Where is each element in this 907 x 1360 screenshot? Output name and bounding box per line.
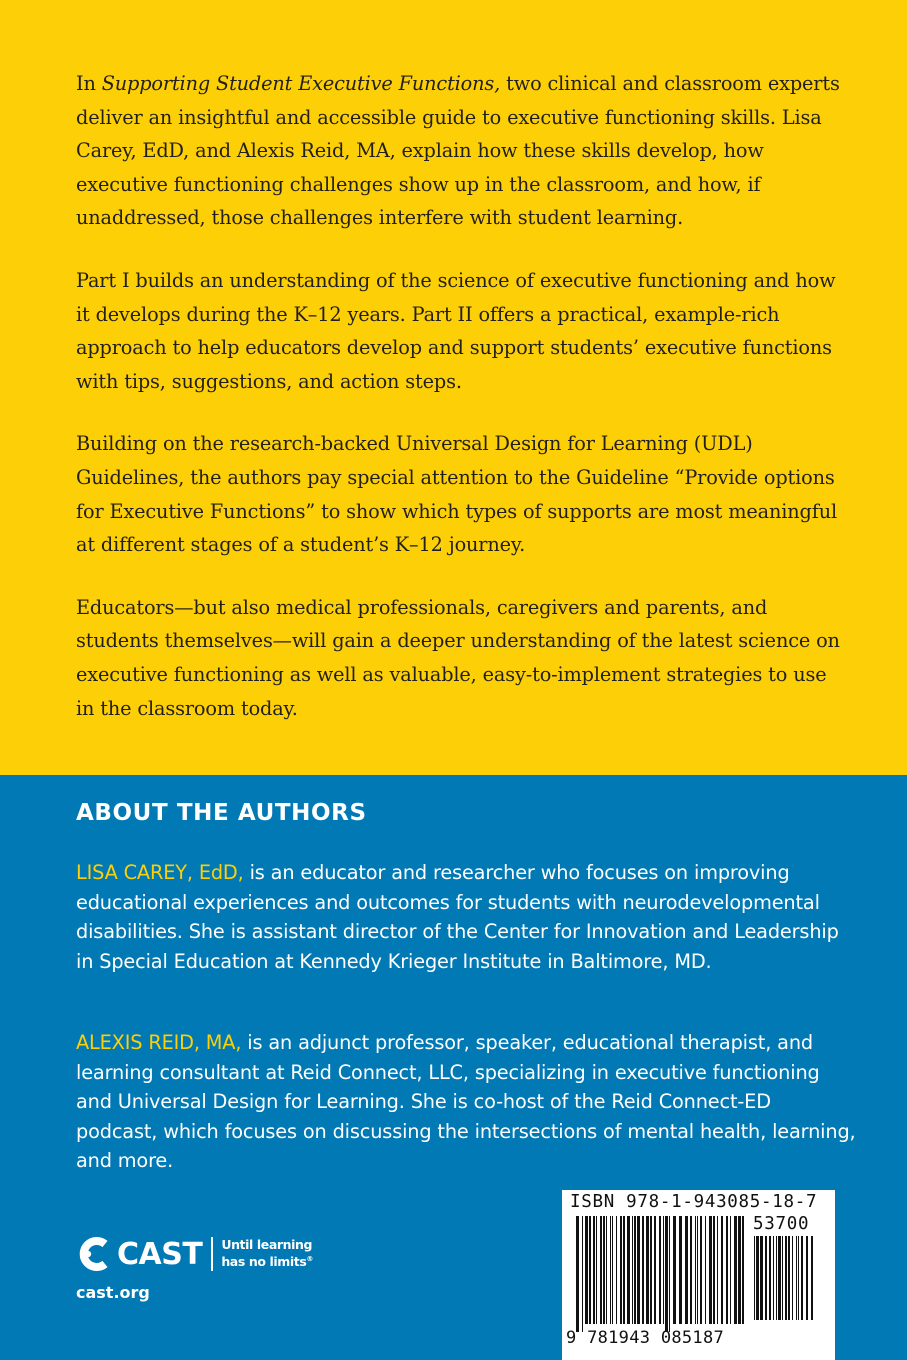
- barcode-bar: [778, 1236, 781, 1320]
- barcode-bar: [596, 1216, 597, 1324]
- barcode-bar: [679, 1216, 682, 1324]
- barcode-bar: [726, 1216, 728, 1324]
- barcode-bar: [801, 1236, 803, 1320]
- barcode-bar: [765, 1236, 767, 1320]
- description-paragraph-1: In Supporting Student Executive Functions, two clinical and classroom experts deliver an insightful and accessible guide to executive functioning skills. Lisa Carey, EdD, and Alexis Reid, MA, explain how these skills develop, how executive functioning challenges show up in the classroom, and how, if unaddressed, those challenges interfere with student learning.: [76, 72, 840, 230]
- barcode-bar: [705, 1216, 706, 1324]
- barcode-bar: [806, 1236, 808, 1320]
- publisher-website: cast.org: [76, 1283, 150, 1302]
- description-paragraph-2: Part I builds an understanding of the science of executive functioning and how it develops during the K–12 years. Part II offers a practical, example-rich approach to help educators develop and support students’ executive functions with tips, suggestions, and action steps.: [76, 268, 836, 393]
- barcode-bar: [610, 1216, 611, 1324]
- barcode-bar: [593, 1216, 595, 1324]
- ean-number: 9 781943 085187: [566, 1328, 725, 1348]
- barcode-bar: [627, 1216, 630, 1324]
- barcode-bar: [690, 1216, 692, 1324]
- ean-barcode-bars: [576, 1216, 746, 1332]
- description-paragraph-3: Building on the research-backed Universal Design for Learning (UDL) Guidelines, the authors pay special attention to the Guideline “Provide options for Executive Functions” to show which types of supports are most meaningful at different stages of a student’s K–12 journey.: [76, 432, 837, 557]
- barcode-bar: [773, 1236, 774, 1320]
- barcode-bar: [589, 1216, 591, 1324]
- barcode-bar: [576, 1216, 579, 1332]
- barcode-bar: [637, 1216, 640, 1324]
- barcode-bar: [769, 1236, 771, 1320]
- barcode-bar: [700, 1216, 702, 1324]
- barcode-bar: [620, 1216, 622, 1324]
- barcode-bar: [754, 1236, 755, 1320]
- cast-logo-text: CAST: [117, 1236, 203, 1272]
- cast-c-icon: [75, 1235, 113, 1273]
- price-code: 53700: [753, 1214, 810, 1234]
- logo-divider: [211, 1237, 213, 1271]
- barcode-bar: [792, 1236, 793, 1320]
- barcode-bar: [798, 1236, 799, 1320]
- barcode-bar: [709, 1216, 712, 1324]
- barcode-bar: [600, 1216, 602, 1324]
- cast-logo: [75, 1232, 313, 1276]
- barcode-bar: [616, 1216, 617, 1324]
- barcode-bar: [659, 1216, 661, 1324]
- barcode-bar: [642, 1216, 644, 1324]
- author-name-alexis-reid: ALEXIS REID, MA,: [76, 1031, 242, 1054]
- addon-barcode-bars: [754, 1236, 818, 1328]
- barcode-bar: [646, 1216, 649, 1324]
- barcode-bar: [650, 1216, 652, 1324]
- barcode-bar: [785, 1236, 787, 1320]
- description-paragraph-4: Educators—but also medical professionals, caregivers and parents, and students themselves—will gain a deeper understanding of the latest science on executive functioning as well as valuable, easy-to-implement strategies to use in the classroom today.: [76, 595, 840, 720]
- author-bio-alexis-reid: ALEXIS REID, MA, is an adjunct professor, speaker, educational therapist, and learning consultant at Reid Connect, LLC, specializing in executive functioning and Universal Design for Learning. She is co-host of the Reid Connect-ED podcast, which focuses on discussing the intersections of mental health, learning, and more.: [76, 1031, 856, 1172]
- barcode-bar: [623, 1216, 625, 1324]
- barcode-bar: [697, 1216, 698, 1324]
- barcode-bar: [796, 1236, 797, 1320]
- barcode-bar: [654, 1216, 656, 1324]
- barcode-bar: [717, 1216, 718, 1324]
- author-name-lisa-carey: LISA CAREY, EdD,: [76, 861, 244, 884]
- barcode-bar: [585, 1216, 588, 1324]
- barcode-bar: [734, 1216, 737, 1324]
- barcode-bar: [721, 1216, 723, 1324]
- barcode-bar: [756, 1236, 759, 1320]
- barcode-bar: [632, 1216, 633, 1324]
- isbn-barcode: [562, 1190, 835, 1360]
- book-title: Supporting Student Executive Functions,: [101, 72, 501, 95]
- author-bio-lisa-carey: LISA CAREY, EdD, is an educator and researcher who focuses on improving educational experiences and outcomes for students with neurodevelopmental disabilities. She is assistant director of the Center for Innovation and Leadership in Special Education at Kennedy Krieger Institute in Baltimore, MD.: [76, 861, 839, 973]
- barcode-bar: [606, 1216, 607, 1324]
- barcode-bar: [669, 1216, 670, 1332]
- barcode-bar: [634, 1216, 636, 1324]
- barcode-bar: [782, 1236, 783, 1320]
- barcode-bar: [788, 1236, 790, 1320]
- about-authors-heading: ABOUT THE AUTHORS: [76, 800, 367, 826]
- isbn-number: ISBN 978-1-943085-18-7: [570, 1192, 818, 1212]
- barcode-bar: [760, 1236, 763, 1320]
- barcode-bar: [582, 1216, 583, 1332]
- barcode-bar: [663, 1216, 664, 1324]
- cast-tagline: Until learning has no limits®: [221, 1237, 313, 1270]
- barcode-bar: [685, 1216, 688, 1324]
- barcode-bar: [612, 1216, 613, 1324]
- barcode-bar: [665, 1216, 668, 1332]
- barcode-bar: [603, 1216, 605, 1324]
- barcode-bar: [738, 1216, 741, 1324]
- barcode-bar: [730, 1216, 731, 1324]
- barcode-bar: [695, 1216, 696, 1324]
- book-description: [76, 67, 846, 754]
- barcode-bar: [811, 1236, 813, 1320]
- barcode-bar: [673, 1216, 676, 1324]
- barcode-bar: [713, 1216, 715, 1324]
- barcode-bar: [742, 1216, 744, 1324]
- barcode-bar: [776, 1236, 777, 1320]
